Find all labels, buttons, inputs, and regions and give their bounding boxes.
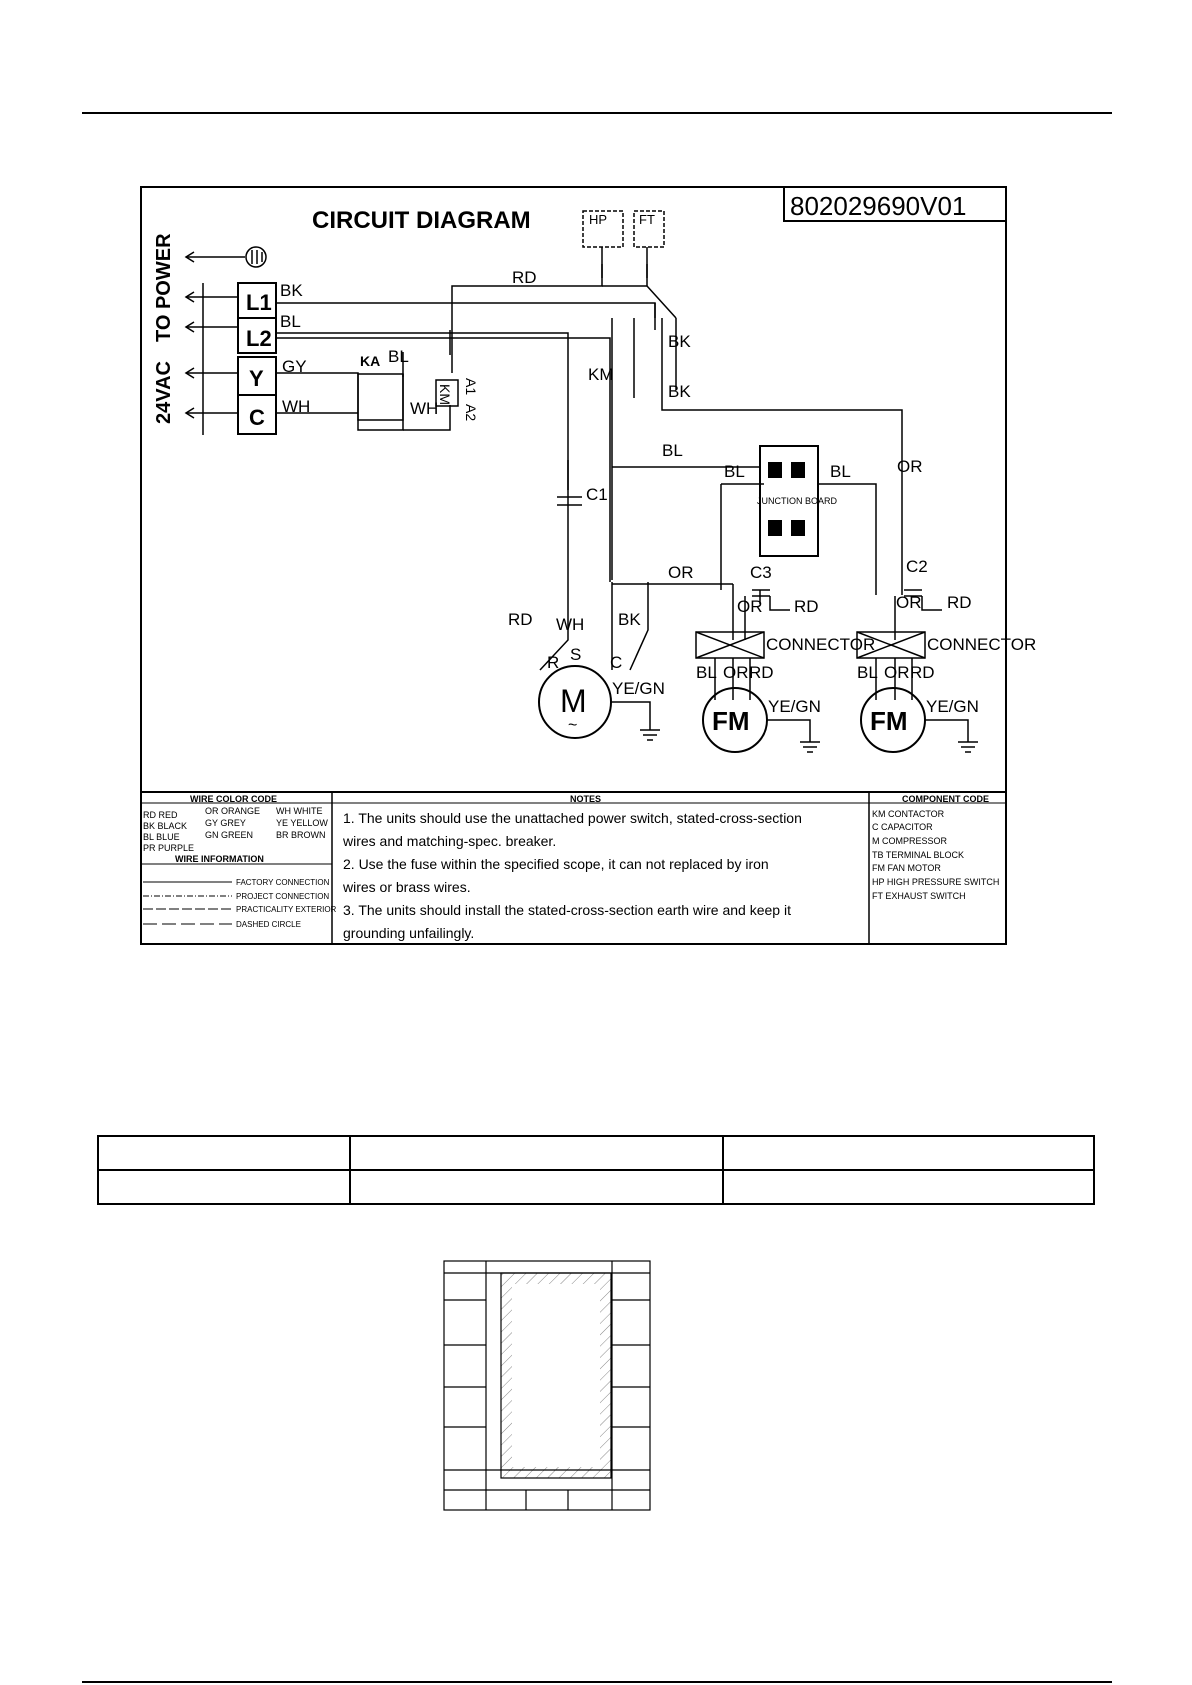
footer-rule xyxy=(82,1681,1112,1683)
wire-wh-m: WH xyxy=(556,615,585,634)
km-a1-label: A1 xyxy=(463,378,479,396)
wire-info-title: WIRE INFORMATION xyxy=(175,854,264,864)
power-arrows xyxy=(186,252,245,435)
wire-bl-l2: BL xyxy=(280,312,301,331)
wire-bk-km1: BK xyxy=(668,332,691,351)
motor-s-label: S xyxy=(570,645,582,664)
diagram-text: PROJECT CONNECTION xyxy=(236,892,330,901)
diagram-text: wires or brass wires. xyxy=(343,879,471,895)
diagram-text: RD RED xyxy=(143,810,178,820)
diagram-text: BL BLUE xyxy=(143,832,180,842)
wire-or-right: OR xyxy=(897,457,923,476)
c2-label: C2 xyxy=(906,557,928,576)
diagram-text: FT EXHAUST SWITCH xyxy=(872,891,966,901)
motor-r-label: R xyxy=(547,653,560,672)
wire-or-c3: OR xyxy=(737,597,763,616)
terminal-l1: L1 xyxy=(246,290,272,315)
ft-label: FT xyxy=(639,212,655,227)
diagram-text: 1. The units should use the unattached power switch, stated-cross-section xyxy=(343,810,802,826)
c3-label: C3 xyxy=(750,563,772,582)
diagram-text: grounding unfailingly. xyxy=(343,925,475,941)
diagram-text: HP HIGH PRESSURE SWITCH xyxy=(872,877,1000,887)
diagram-text: TB TERMINAL BLOCK xyxy=(872,850,965,860)
wire-bl-jb-left: BL xyxy=(724,462,745,481)
diagram-text: KM CONTACTOR xyxy=(872,809,945,819)
diagram-text: GN GREEN xyxy=(205,830,254,840)
junction-board-label: JUNCTION BOARD xyxy=(757,496,838,506)
diagram-text: BR BROWN xyxy=(276,830,326,840)
hp-label: HP xyxy=(589,212,608,227)
ye-gn-fan2: YE/GN xyxy=(926,697,979,716)
fan1-bl: BL xyxy=(696,663,717,682)
diagram-text: OR ORANGE xyxy=(205,806,261,816)
wire-color-code-title: WIRE COLOR CODE xyxy=(190,794,277,804)
ye-gn-fan1: YE/GN xyxy=(768,697,821,716)
km-a2-label: A2 xyxy=(463,404,479,422)
table-cell xyxy=(98,1136,350,1170)
wire-rd-c2: RD xyxy=(947,593,972,612)
motor-label: M xyxy=(560,683,587,719)
km-coil-label: KM xyxy=(437,384,453,405)
wire-color-code-table xyxy=(143,806,328,853)
table-cell xyxy=(350,1170,723,1204)
ka-label: KA xyxy=(360,353,381,369)
wire-wh-km: WH xyxy=(410,399,439,418)
motor-c-label: C xyxy=(610,653,623,672)
notes-body xyxy=(342,810,802,941)
table-cell xyxy=(723,1136,1094,1170)
diagram-text: WH WHITE xyxy=(276,806,323,816)
fan1-or: OR xyxy=(723,663,749,682)
wire-or-c2: OR xyxy=(896,593,922,612)
fan2-bl: BL xyxy=(857,663,878,682)
wire-bk-m: BK xyxy=(618,610,641,629)
table-cell xyxy=(350,1136,723,1170)
diagram-text: wires and matching-spec. breaker. xyxy=(343,833,557,849)
fan2-or: OR xyxy=(884,663,910,682)
connector2-label: CONNECTOR xyxy=(927,635,1037,654)
component-code-title: COMPONENT CODE xyxy=(902,794,990,804)
component-code-list xyxy=(872,809,999,901)
motor-tilde: ~ xyxy=(568,717,578,734)
diagram-text: FM FAN MOTOR xyxy=(872,863,941,873)
diagram-text: GY GREY xyxy=(205,818,246,828)
wire-info-lines xyxy=(143,882,232,924)
fan1-rd: RD xyxy=(749,663,774,682)
code-box-text: 802029690V01 xyxy=(790,191,967,221)
wire-gy: GY xyxy=(282,357,307,376)
diagram-text: PRACTICALITY EXTERIOR xyxy=(236,905,337,914)
diagram-title: CIRCUIT DIAGRAM xyxy=(312,207,531,234)
ground-icon xyxy=(246,247,266,267)
wire-bl-junction: BL xyxy=(662,441,683,460)
wire-rd-top: RD xyxy=(512,268,537,287)
terminal-l2: L2 xyxy=(246,326,272,351)
wire-bk-km2: BK xyxy=(668,382,691,401)
table-cell xyxy=(98,1170,350,1204)
wire-bl-jb-right: BL xyxy=(830,462,851,481)
power-label: TO POWER xyxy=(153,233,175,342)
diagram-text: M COMPRESSOR xyxy=(872,836,948,846)
table-cell xyxy=(723,1170,1094,1204)
fan1-label: FM xyxy=(712,706,750,736)
diagram-text: FACTORY CONNECTION xyxy=(236,878,330,887)
diagram-text: BK BLACK xyxy=(143,821,188,831)
fan2-label: FM xyxy=(870,706,908,736)
wire-bk-l1: BK xyxy=(280,281,303,300)
diagram-text: DASHED CIRCLE xyxy=(236,920,301,929)
connector1-label: CONNECTOR xyxy=(766,635,876,654)
c1-label: C1 xyxy=(586,485,608,504)
fan2-rd: RD xyxy=(910,663,935,682)
ye-gn-motor: YE/GN xyxy=(612,679,665,698)
wire-rd-c3: RD xyxy=(794,597,819,616)
diagram-text: YE YELLOW xyxy=(276,818,328,828)
wire-wh: WH xyxy=(282,397,311,416)
panel-layout-drawing xyxy=(444,1261,650,1510)
notes-title: NOTES xyxy=(570,794,602,804)
wire-or-mid: OR xyxy=(668,563,694,582)
km-label: KM xyxy=(588,365,614,384)
diagram-text: PR PURPLE xyxy=(143,843,195,853)
diagram-text: 3. The units should install the stated-cross-section earth wire and keep it xyxy=(343,902,791,918)
terminal-c: C xyxy=(249,405,265,430)
wire-bl-ka: BL xyxy=(388,347,409,366)
blank-info-table xyxy=(97,1135,1095,1205)
wire-rd-m: RD xyxy=(508,610,533,629)
terminal-y: Y xyxy=(249,366,264,391)
control-label: 24VAC xyxy=(153,361,175,424)
diagram-text: 2. Use the fuse within the specified scope, it can not replaced by iron xyxy=(343,856,769,872)
diagram-text: C CAPACITOR xyxy=(872,822,933,832)
